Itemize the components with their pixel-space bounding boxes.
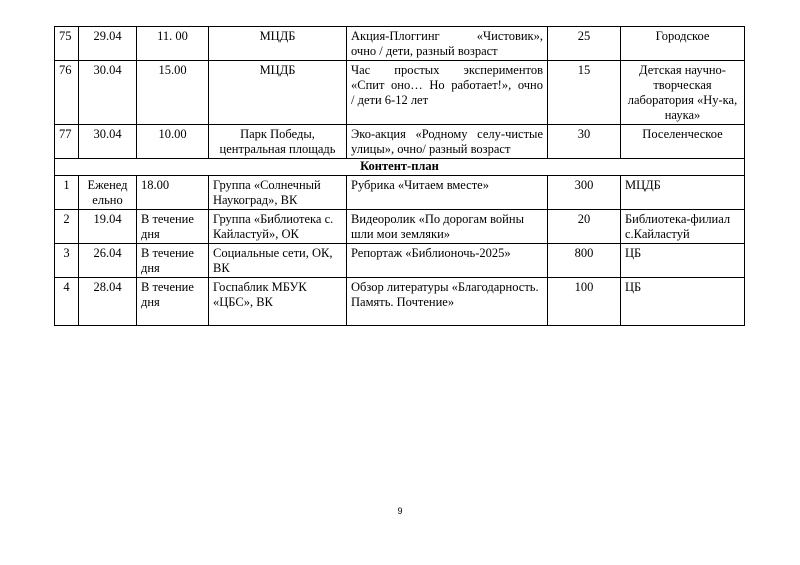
post-platform: Группа «Библиотека с. Кайластуй», ОК (209, 210, 347, 244)
view-count: 800 (548, 244, 621, 278)
post-date: 26.04 (79, 244, 137, 278)
event-time: 10.00 (137, 125, 209, 159)
participant-count: 15 (548, 61, 621, 125)
event-audience: Детская научно-творческая лаборатория «Ну-ка, наука» (621, 61, 745, 125)
event-place: МЦДБ (209, 61, 347, 125)
row-number: 2 (55, 210, 79, 244)
post-organizer: ЦБ (621, 278, 745, 326)
post-organizer: Библиотека-филиал с.Кайластуй (621, 210, 745, 244)
event-place: Парк Победы, центральная площадь (209, 125, 347, 159)
event-place: МЦДБ (209, 27, 347, 61)
row-number: 77 (55, 125, 79, 159)
event-title (347, 61, 548, 125)
post-date: Еженед ельно (79, 176, 137, 210)
post-platform: Группа «Солнечный Наукоград», ВК (209, 176, 347, 210)
row-number: 76 (55, 61, 79, 125)
event-date: 30.04 (79, 61, 137, 125)
post-time: В течение дня (137, 210, 209, 244)
row-number: 4 (55, 278, 79, 326)
post-title: Обзор литературы «Благодарность. Память. Почтение» (347, 278, 548, 326)
event-audience: Городское (621, 27, 745, 61)
event-time: 11. 00 (137, 27, 209, 61)
post-time: В течение дня (137, 244, 209, 278)
event-title-line: очно / дети, разный возраст (351, 44, 498, 58)
view-count: 100 (548, 278, 621, 326)
event-title (347, 125, 548, 159)
event-title (347, 27, 548, 61)
view-count: 300 (548, 176, 621, 210)
event-date: 30.04 (79, 125, 137, 159)
view-count: 20 (548, 210, 621, 244)
participant-count: 25 (548, 27, 621, 61)
table-row (55, 125, 745, 159)
row-number: 75 (55, 27, 79, 61)
table-row (55, 27, 745, 61)
post-title: Видеоролик «По дорогам войны шли мои земляки» (347, 210, 548, 244)
table-row (55, 61, 745, 125)
event-date: 29.04 (79, 27, 137, 61)
post-organizer: ЦБ (621, 244, 745, 278)
event-title-line: / дети 6-12 лет (351, 93, 429, 107)
event-audience: Поселенческое (621, 125, 745, 159)
event-title-line: Эко-акция «Родному селу-чистые (351, 127, 543, 141)
section-title: Контент-план (55, 159, 745, 176)
events-table (54, 26, 745, 326)
row-number: 3 (55, 244, 79, 278)
post-date: 28.04 (79, 278, 137, 326)
post-title: Репортаж «Библионочь-2025» (347, 244, 548, 278)
table-row (55, 278, 745, 326)
event-title-line: «Спит оно… Но работает!», очно (351, 78, 543, 92)
participant-count: 30 (548, 125, 621, 159)
post-title: Рубрика «Читаем вместе» (347, 176, 548, 210)
row-number: 1 (55, 176, 79, 210)
event-time: 15.00 (137, 61, 209, 125)
post-date: 19.04 (79, 210, 137, 244)
event-title-line: Акция-Плоггинг «Чистовик», (351, 29, 543, 43)
post-time: 18.00 (137, 176, 209, 210)
table-row (55, 176, 745, 210)
post-organizer: МЦДБ (621, 176, 745, 210)
section-header-row (55, 159, 745, 176)
post-time: В течение дня (137, 278, 209, 326)
post-platform: Госпаблик МБУК «ЦБС», ВК (209, 278, 347, 326)
post-platform: Социальные сети, ОК, ВК (209, 244, 347, 278)
event-title-line: Час простых экспериментов (351, 63, 543, 77)
table-row (55, 244, 745, 278)
page-number: 9 (397, 506, 403, 516)
table-row (55, 210, 745, 244)
event-title-line: улицы», очно/ разный возраст (351, 142, 511, 156)
